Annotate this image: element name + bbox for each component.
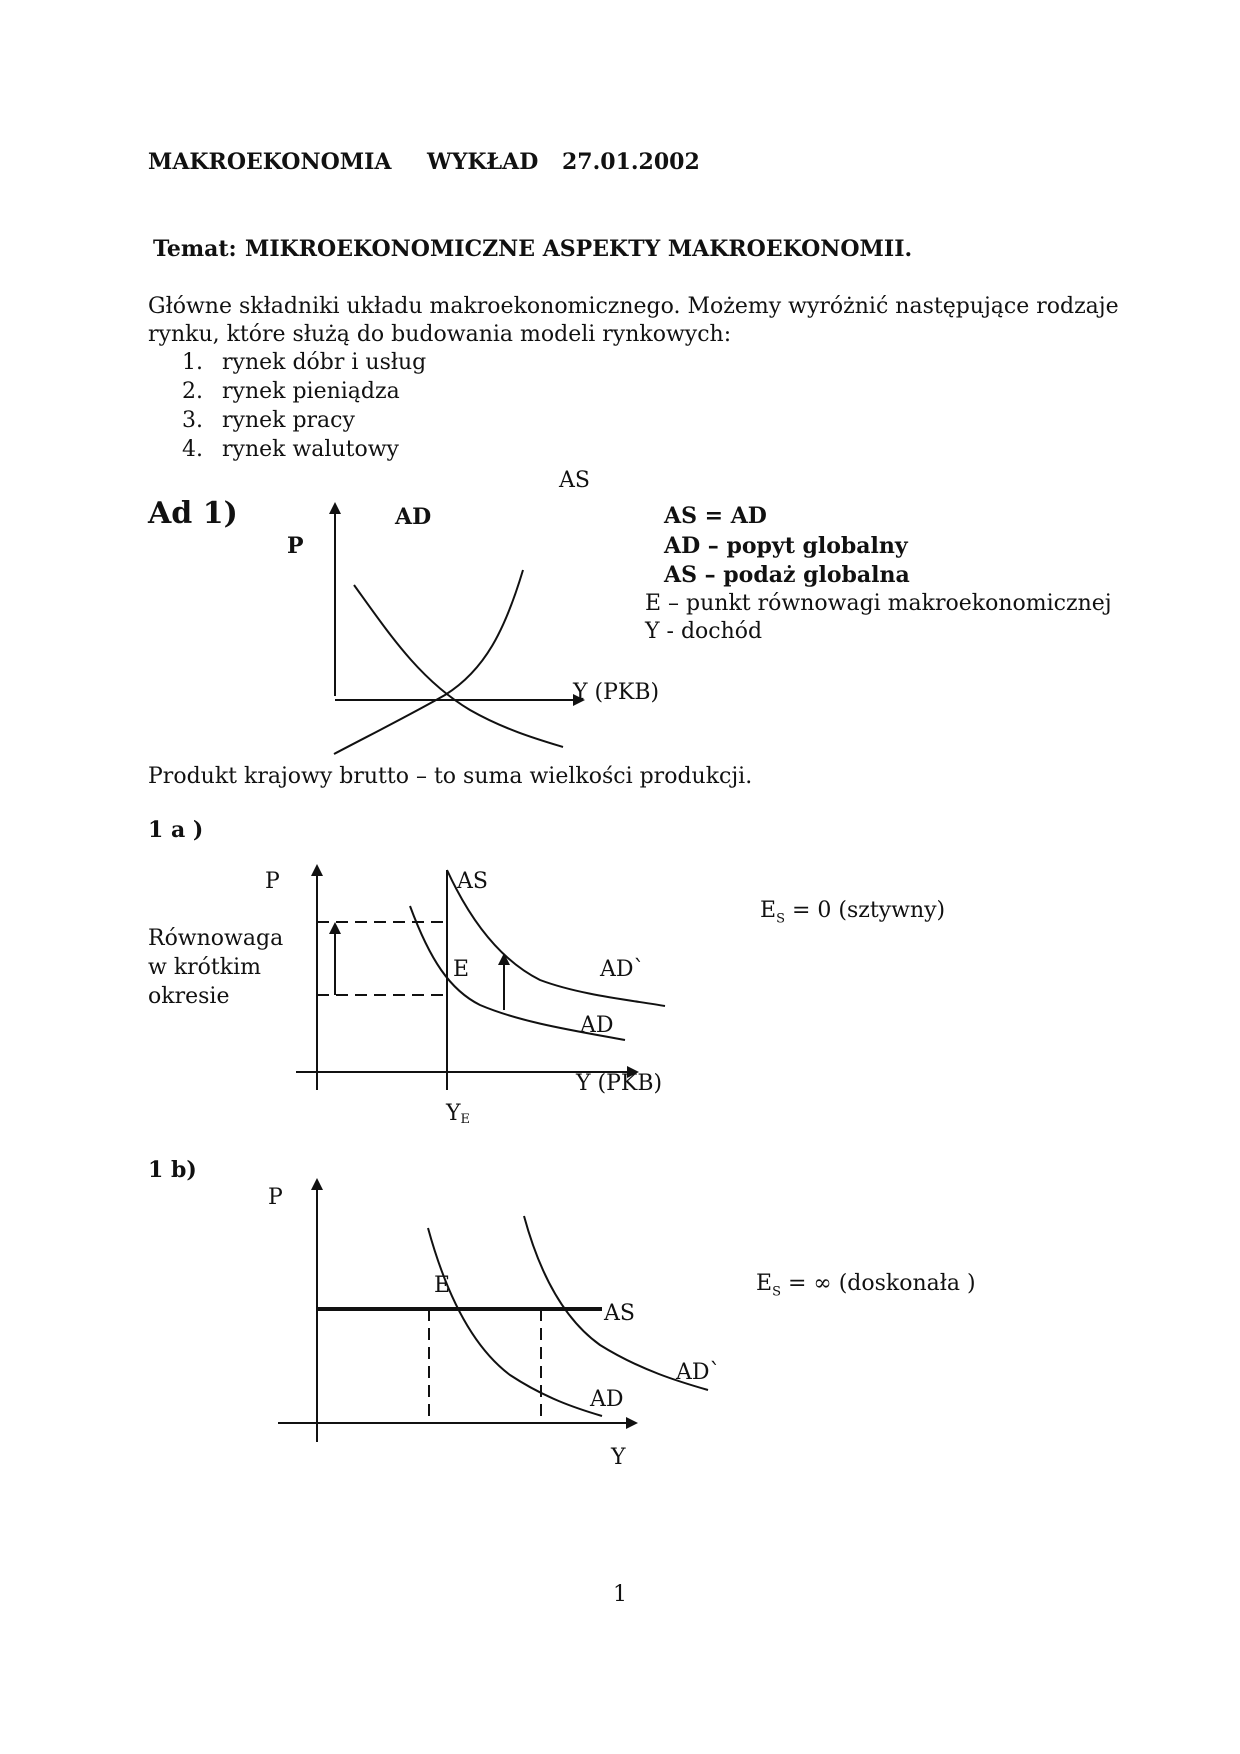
graph-1b-e-label: E [434, 1273, 451, 1298]
intro-line-2: rynku, które służą do budowania modeli rynkowych: [148, 322, 732, 347]
legend-y: Y - dochód [645, 619, 763, 644]
list-item: 4. rynek walutowy [182, 437, 399, 462]
ad1-graph [334, 504, 583, 754]
ad1-p-label: P [287, 533, 304, 559]
ad1-x-label: Y (PKB) [573, 680, 660, 705]
legend-equation: AS = AD [664, 503, 767, 529]
section-1b-heading: 1 b) [148, 1157, 197, 1183]
list-item: 1. rynek dóbr i usług [182, 350, 427, 375]
graph-1a-ad-label: AD [580, 1013, 614, 1038]
graph-1a-e-label: E [453, 957, 470, 982]
graph-1a-as-label: AS [457, 869, 488, 894]
graph-1a-x-label: Y (PKB) [576, 1071, 663, 1096]
ad1-ad-curve [354, 585, 563, 747]
lecture-date: 27.01.2002 [562, 149, 700, 175]
list-item: 2. rynek pieniądza [182, 379, 400, 404]
topic-label: Temat: [153, 236, 237, 262]
graph-1a-ad2-label: AD` [600, 957, 645, 982]
legend-as: AS – podaż globalna [664, 562, 910, 588]
ad1-ad-label: AD [395, 504, 432, 530]
graph-1a-ye-label: YE [446, 1101, 471, 1127]
list-item: 3. rynek pracy [182, 408, 355, 433]
legend-e: E – punkt równowagi makroekonomicznej [645, 591, 1112, 616]
side-text-line-2: w krótkim [148, 955, 261, 980]
course-title: MAKROEKONOMIA [148, 149, 392, 175]
intro-line-1: Główne składniki układu makroekonomicznego. Możemy wyróżnić następujące rodzaje [148, 294, 1119, 319]
page-number: 1 [613, 1582, 627, 1607]
section-ad1-heading: Ad 1) [148, 496, 238, 531]
topic-title: MIKROEKONOMICZNE ASPEKTY MAKROEKONOMII. [245, 236, 913, 262]
graph-1b-p-label: P [268, 1185, 283, 1210]
lecture-label: WYKŁAD [427, 149, 539, 175]
gdp-definition: Produkt krajowy brutto – to suma wielkości produkcji. [148, 764, 753, 789]
side-text-line-3: okresie [148, 984, 230, 1009]
side-text-line-1: Równowaga [148, 926, 284, 951]
graph-1b [278, 1180, 708, 1442]
elasticity-1a: $E_S = 0$ (sztywny) [760, 898, 946, 927]
graph-1b-ad2-label: AD` [676, 1360, 721, 1385]
graph-1b-as-label: AS [604, 1301, 635, 1326]
elasticity-1b: $E_S$ = ∞ (doskonała ) [756, 1271, 976, 1300]
graph-1a-p-label: P [265, 869, 280, 894]
legend-ad: AD – popyt globalny [664, 533, 908, 559]
graph-1b-ad-label: AD [590, 1387, 624, 1412]
section-1a-heading: 1 a ) [148, 817, 204, 843]
ad1-as-top-label: AS [559, 468, 590, 493]
graph-1b-x-label: Y [611, 1445, 626, 1470]
